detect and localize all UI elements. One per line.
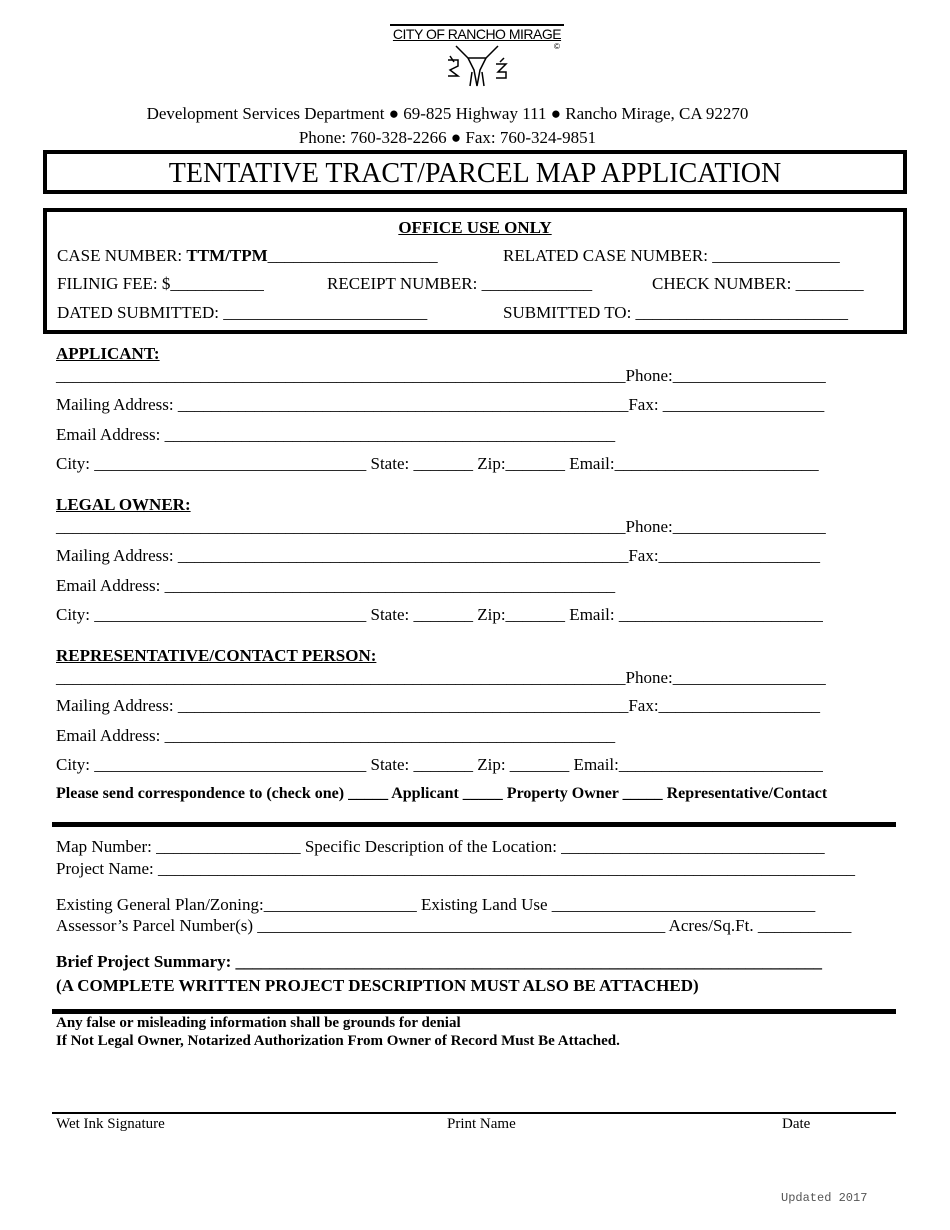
project-summary-field[interactable]: Brief Project Summary: _____________________________________________________________________ (56, 952, 823, 971)
date-label: Date (782, 1116, 811, 1132)
office-use-box (43, 208, 907, 334)
office-use-heading: OFFICE USE ONLY (398, 218, 552, 237)
submitted-to-field[interactable]: SUBMITTED TO: _________________________ (503, 303, 849, 322)
authorization-notice: If Not Legal Owner, Notarized Authorization From Owner of Record Must Be Attached. (56, 1033, 620, 1049)
title-box (43, 150, 907, 194)
updated-footer: Updated 2017 (781, 1191, 868, 1205)
attach-description-note: (A COMPLETE WRITTEN PROJECT DESCRIPTION MUST ALSO BE ATTACHED) (56, 976, 699, 995)
map-number-location-field[interactable]: Map Number: _________________ Specific Description of the Location: _______________________________ (56, 837, 825, 856)
applicant-email-field[interactable]: Email Address: _____________________________________________________ (56, 425, 616, 444)
department-address: Development Services Department ● 69-825 Highway 111 ● Rancho Mirage, CA 92270 (146, 104, 749, 123)
owner-email-field[interactable]: Email Address: _____________________________________________________ (56, 576, 616, 595)
rep-email-field[interactable]: Email Address: _____________________________________________________ (56, 726, 616, 745)
rep-name-phone-field[interactable]: ___________________________________________________________________Phone:__________________ (56, 668, 826, 687)
check-number-field[interactable]: CHECK NUMBER: ________ (652, 274, 864, 293)
wet-ink-signature-label: Wet Ink Signature (56, 1116, 165, 1132)
rep-mailing-fax-field[interactable]: Mailing Address: _____________________________________________________Fax:___________________ (56, 696, 821, 715)
owner-city-state-zip-field[interactable]: City: ________________________________ State: _______ Zip:_______ Email: ________________________ (56, 605, 823, 624)
related-case-number-field[interactable]: RELATED CASE NUMBER: _______________ (503, 246, 840, 265)
owner-mailing-fax-field[interactable]: Mailing Address: _____________________________________________________Fax:___________________ (56, 546, 821, 565)
applicant-city-state-zip-field[interactable]: City: ________________________________ State: _______ Zip:_______ Email:________________________ (56, 454, 819, 473)
legal-owner-heading: LEGAL OWNER: (56, 495, 191, 514)
parcel-number-acres-field[interactable]: Assessor’s Parcel Number(s) ________________________________________________ Acres/Sq.Ft. ___________ (56, 916, 852, 935)
owner-name-phone-field[interactable]: ___________________________________________________________________Phone:__________________ (56, 517, 826, 536)
correspondence-choice[interactable]: Please send correspondence to (check one) _____ Applicant _____ Property Owner _____ Representative/Contact (56, 785, 828, 802)
representative-heading: REPRESENTATIVE/CONTACT PERSON: (56, 646, 377, 665)
applicant-heading: APPLICANT: (56, 344, 160, 363)
case-number-label: CASE NUMBER: (57, 246, 187, 265)
case-number-prefix: TTM/TPM (186, 246, 268, 265)
section-divider (52, 822, 896, 827)
department-phone-fax: Phone: 760-328-2266 ● Fax: 760-324-9851 (298, 128, 597, 147)
filing-fee-field[interactable]: FILINIG FEE: $___________ (57, 274, 264, 293)
false-info-notice: Any false or misleading information shall be grounds for denial (56, 1015, 461, 1031)
applicant-mailing-fax-field[interactable]: Mailing Address: _____________________________________________________Fax: ___________________ (56, 395, 825, 414)
date-submitted-field[interactable]: DATED SUBMITTED: ________________________ (57, 303, 428, 322)
signature-line[interactable] (52, 1112, 896, 1114)
ram-emblem-icon (388, 42, 566, 96)
city-logo (388, 24, 566, 96)
page-title: TENTATIVE TRACT/PARCEL MAP APPLICATION (168, 158, 782, 189)
applicant-name-phone-field[interactable]: ___________________________________________________________________Phone:__________________ (56, 366, 826, 385)
logo-text: CITY OF RANCHO MIRAGE (392, 26, 562, 42)
notice-divider (52, 1009, 896, 1014)
plan-zoning-land-use-field[interactable]: Existing General Plan/Zoning:__________________ Existing Land Use _______________________________ (56, 895, 816, 914)
case-number-blank[interactable]: ____________________ (267, 246, 438, 265)
print-name-label: Print Name (447, 1116, 516, 1132)
case-number-field[interactable] (57, 246, 438, 266)
rep-city-state-zip-field[interactable]: City: ________________________________ State: _______ Zip: _______ Email:________________________ (56, 755, 823, 774)
project-name-field[interactable]: Project Name: __________________________________________________________________________________ (56, 859, 855, 878)
receipt-number-field[interactable]: RECEIPT NUMBER: _____________ (327, 274, 593, 293)
logo-copyright-mark: © (554, 42, 560, 51)
